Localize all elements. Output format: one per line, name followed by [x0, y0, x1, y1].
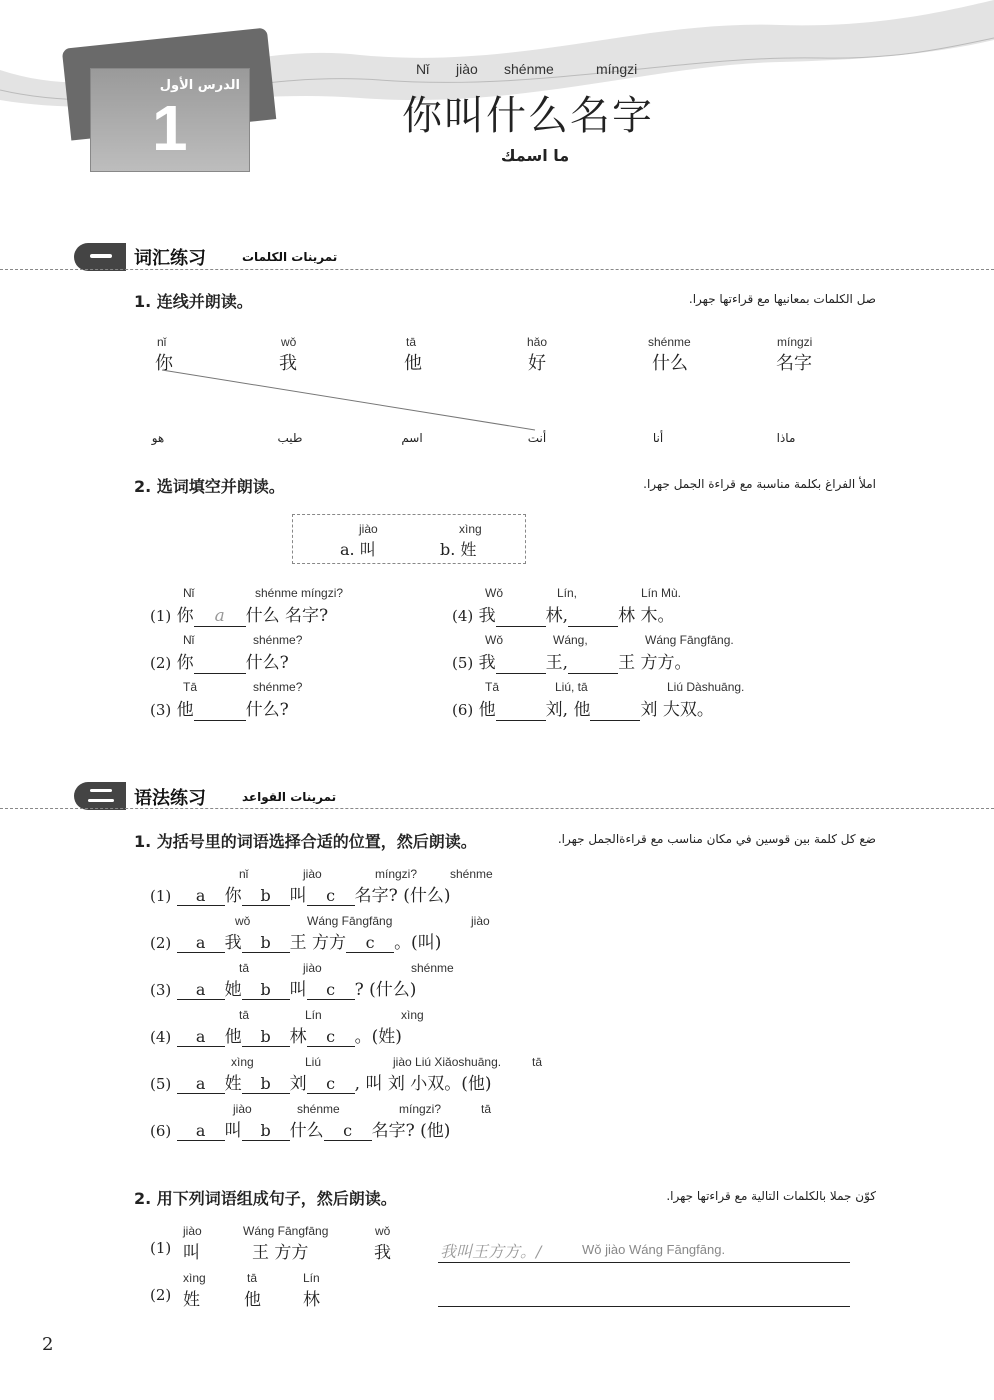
item-number: (5) [150, 1075, 172, 1093]
position-blank[interactable]: a [177, 933, 225, 953]
position-blank[interactable]: c [307, 980, 355, 1000]
word-bank-pinyin: jiào [359, 522, 378, 536]
item-number: (2) [150, 934, 172, 952]
item-pinyin: Wáng, [553, 633, 588, 647]
exercise2-instruction-ar: املأ الفراغ بكلمة مناسبة مع قراءة الجمل جهرا. [643, 477, 876, 491]
item-pinyin: Wáng Fāngfāng. [645, 633, 734, 647]
item-pinyin: Liú, tā [555, 680, 588, 694]
item-text: 我 [224, 933, 242, 953]
item-text: 名字? (他) [371, 1121, 451, 1141]
match-arabic: أنت [527, 431, 547, 445]
item-pinyin: xìng [231, 1055, 254, 1069]
match-arabic: هو [151, 431, 165, 445]
match-arabic: أنا [652, 431, 664, 445]
item-pinyin: tā [239, 961, 250, 975]
word-bank-option-a: a. 叫 [340, 540, 376, 559]
item-text: ? (什么) [354, 980, 417, 1000]
grammar-ex1-instruction-ar: ضع كل كلمة بين قوسين في مكان مناسب مع قراءةالجمل جهرا. [557, 832, 876, 846]
match-pinyin: nǐ [157, 335, 167, 349]
fill-blank[interactable] [496, 606, 546, 627]
word-chip: 王 方方 [252, 1243, 309, 1263]
item-text: 刘, 他 [545, 700, 591, 720]
fill-item-1 [150, 601, 328, 627]
item-number: (6) [452, 701, 474, 719]
fill-blank[interactable] [568, 606, 618, 627]
fill-blank[interactable] [568, 653, 618, 674]
fill-item-5 [452, 648, 691, 674]
item-number: (5) [452, 654, 474, 672]
fill-item-4 [452, 601, 674, 627]
grammar-item-3 [150, 975, 416, 1000]
match-pinyin: wǒ [281, 335, 297, 349]
lesson-number: 1 [152, 92, 188, 164]
item-text: 叫 [224, 1121, 242, 1141]
item-text: 什么 名字? [245, 606, 329, 626]
item-text: 我 [478, 653, 496, 673]
word-chip: 林 [303, 1290, 320, 1310]
item-text: 刘 [289, 1074, 307, 1094]
item-pinyin: jiào Liú Xiǎoshuāng. [393, 1055, 502, 1069]
match-arabic: ماذا [776, 431, 796, 445]
item-pinyin: Tā [183, 680, 198, 694]
fill-blank[interactable]: a [194, 606, 246, 627]
item-pinyin: jiào [233, 1102, 252, 1116]
answer-text-zh: 我叫王方方。/ [440, 1242, 542, 1261]
item-pinyin: Liú Dàshuāng. [667, 680, 745, 694]
position-blank[interactable]: c [324, 1121, 372, 1141]
item-text: 。(姓) [354, 1027, 402, 1047]
item-pinyin: Nǐ [183, 586, 195, 600]
item-number: (3) [150, 981, 172, 999]
item-pinyin: xìng [183, 1271, 206, 1285]
fill-blank[interactable] [496, 700, 546, 721]
item-text: 王 方方。 [618, 653, 692, 673]
item-pinyin: míngzi? [375, 867, 418, 881]
item-text: 林 木。 [618, 606, 675, 626]
item-pinyin: jiào [183, 1224, 202, 1238]
item-text: 什么 [289, 1121, 324, 1141]
word-bank-box [292, 514, 526, 564]
match-hanzi: 好 [528, 353, 546, 374]
item-text: 他 [478, 700, 496, 720]
item-pinyin: wǒ [235, 914, 251, 928]
item-pinyin: Wǒ [485, 586, 503, 600]
section-title-ar-2: تمرينات القواعد [242, 790, 337, 804]
match-arabic: طيب [277, 431, 303, 445]
item-pinyin: shénme [411, 961, 454, 975]
item-pinyin: tā [532, 1055, 543, 1069]
item-pinyin: shénme? [253, 633, 303, 647]
item-pinyin: Lín [303, 1271, 320, 1285]
grammar-item-5 [150, 1069, 492, 1094]
item-pinyin: shénme [450, 867, 493, 881]
answer-line-2[interactable] [438, 1306, 850, 1307]
item-text: 你 [176, 606, 194, 626]
title-pinyin-1: Nǐ [416, 61, 430, 77]
item-pinyin: tā [481, 1102, 492, 1116]
fill-item-6 [452, 695, 714, 721]
item-pinyin: jiào [303, 961, 322, 975]
word-chip: 我 [374, 1243, 391, 1263]
page-title-arabic: ما اسمك [500, 146, 570, 165]
lesson-label: الدرس الأول [159, 78, 240, 93]
item-text: (什么) [403, 886, 451, 906]
item-pinyin: Wáng Fāngfāng [243, 1224, 329, 1238]
position-blank[interactable]: c [307, 1027, 355, 1047]
item-text: 我 [478, 606, 496, 626]
word-bank-option-b: b. 姓 [440, 540, 477, 559]
answer-line-1[interactable] [438, 1262, 850, 1263]
item-number: (4) [452, 607, 474, 625]
item-text: 叫 [289, 980, 307, 1000]
item-text: , 叫 刘 小双。(他) [354, 1074, 492, 1094]
section-title-zh-1: 词汇练习 [134, 248, 206, 269]
item-pinyin: shénme [297, 1102, 340, 1116]
section-number-2-line2 [88, 799, 114, 802]
fill-blank[interactable] [194, 653, 246, 674]
exercise2-instruction-zh: 2. 选词填空并朗读。 [134, 477, 285, 496]
grammar-ex2-instruction-zh: 2. 用下列词语组成句子，然后朗读。 [134, 1189, 397, 1208]
item-text: 王, [545, 653, 569, 673]
item-text: 刘 大双。 [640, 700, 714, 720]
position-blank[interactable]: b [242, 1074, 290, 1094]
item-pinyin: jiào [471, 914, 490, 928]
item-pinyin: shénme míngzi? [255, 586, 344, 600]
grammar-item-4 [150, 1022, 402, 1047]
position-blank[interactable]: b [242, 980, 290, 1000]
position-blank[interactable]: b [242, 886, 290, 906]
match-pinyin: shénme [648, 335, 691, 349]
position-blank[interactable]: c [307, 1074, 355, 1094]
item-number: (2) [150, 1286, 172, 1304]
match-hanzi: 我 [279, 353, 297, 374]
item-pinyin: nǐ [239, 867, 249, 881]
match-pinyin: hǎo [527, 335, 548, 349]
item-number: (6) [150, 1122, 172, 1140]
item-pinyin: shénme? [253, 680, 303, 694]
item-text: 你 [224, 886, 242, 906]
title-pinyin-4: míngzi [596, 61, 638, 77]
item-text: 叫 [289, 886, 307, 906]
item-number: (1) [150, 1239, 172, 1257]
section-tab-2 [74, 782, 126, 810]
section-title-zh-2: 语法练习 [134, 788, 206, 809]
item-pinyin: Nǐ [183, 633, 195, 647]
item-pinyin: Lín Mù. [641, 586, 682, 600]
position-blank[interactable]: a [177, 1027, 225, 1047]
section-number-1 [90, 254, 112, 258]
item-text: 他 [176, 700, 194, 720]
fill-blank[interactable] [194, 700, 246, 721]
match-pinyin: tā [406, 335, 417, 349]
item-text: 。(叫) [394, 933, 442, 953]
item-text: 王 方方 [289, 933, 347, 953]
item-text: 名字? [354, 886, 398, 906]
word-chip: 叫 [183, 1243, 200, 1263]
item-text: 他 [224, 1027, 242, 1047]
match-hanzi: 名字 [776, 353, 812, 374]
item-pinyin: tā [239, 1008, 250, 1022]
match-arabic: اسم [401, 431, 423, 445]
match-hanzi: 什么 [652, 353, 688, 374]
title-pinyin-3: shénme [504, 61, 554, 77]
position-blank[interactable]: a [177, 1074, 225, 1094]
item-pinyin: xìng [401, 1008, 424, 1022]
item-text: 她 [224, 980, 242, 1000]
item-pinyin: Liú [305, 1055, 322, 1069]
item-pinyin: Wǒ [485, 633, 503, 647]
item-pinyin: Lín, [557, 586, 578, 600]
position-blank[interactable]: a [177, 886, 225, 906]
fill-item-3 [150, 695, 289, 721]
grammar-item-2 [150, 928, 441, 953]
fill-item-2 [150, 648, 289, 674]
position-blank[interactable]: c [307, 886, 355, 906]
position-blank[interactable]: b [242, 933, 290, 953]
item-text: 你 [176, 653, 194, 673]
item-number: (3) [150, 701, 172, 719]
item-pinyin: jiào [303, 867, 322, 881]
page-number: 2 [42, 1334, 54, 1355]
page-title: 你叫什么名字 [402, 93, 654, 139]
grammar-item-6 [150, 1116, 450, 1141]
item-number: (1) [150, 887, 172, 905]
item-pinyin: Wáng Fāngfāng [307, 914, 393, 928]
grammar-item-1 [150, 881, 450, 906]
title-pinyin-2: jiào [456, 61, 478, 77]
item-text: 林, [545, 606, 569, 626]
match-connection-line [150, 360, 550, 440]
item-pinyin: míngzi? [399, 1102, 442, 1116]
position-blank[interactable]: b [242, 1121, 290, 1141]
answer-text-pinyin: Wǒ jiào Wáng Fāngfāng. [582, 1242, 726, 1257]
fill-blank[interactable] [590, 700, 640, 721]
item-text: 什么? [245, 700, 289, 720]
match-pinyin: míngzi [777, 335, 813, 349]
item-pinyin: Tā [485, 680, 500, 694]
item-pinyin: wǒ [375, 1224, 391, 1238]
exercise-instruction-ar: صل الكلمات بمعانيها مع قراءتها جهرا. [688, 292, 876, 306]
section-number-2-line1 [90, 789, 112, 792]
grammar-ex1-instruction-zh: 1. 为括号里的词语选择合适的位置，然后朗读。 [134, 832, 477, 851]
position-blank[interactable]: a [177, 980, 225, 1000]
match-hanzi: 你 [155, 353, 173, 374]
item-number: (4) [150, 1028, 172, 1046]
item-pinyin: Lín [305, 1008, 322, 1022]
position-blank[interactable]: c [346, 933, 394, 953]
word-chip: 姓 [183, 1290, 200, 1310]
item-text: 什么? [245, 653, 289, 673]
position-blank[interactable]: a [177, 1121, 225, 1141]
item-text: 姓 [224, 1074, 242, 1094]
word-chip: 他 [244, 1290, 261, 1310]
exercise-instruction-zh: 1. 连线并朗读。 [134, 292, 253, 311]
grammar-ex2-instruction-ar: كوّن جملا بالكلمات التالية مع قراءتها جهرا. [666, 1189, 876, 1203]
item-number: (1) [150, 607, 172, 625]
section-title-ar-1: تمرينات الكلمات [242, 250, 338, 264]
position-blank[interactable]: b [242, 1027, 290, 1047]
fill-blank[interactable] [496, 653, 546, 674]
item-number: (2) [150, 654, 172, 672]
item-text: 林 [289, 1027, 307, 1047]
match-hanzi: 他 [404, 353, 422, 374]
item-pinyin: tā [247, 1271, 258, 1285]
word-bank-pinyin: xìng [459, 522, 482, 536]
